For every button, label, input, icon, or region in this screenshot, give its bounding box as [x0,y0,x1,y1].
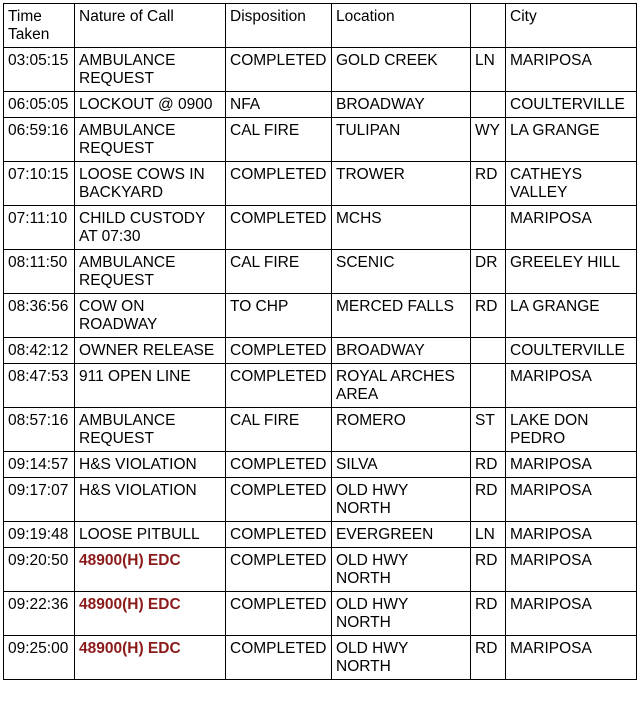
cell-location: BROADWAY [332,338,471,364]
cell-street-suffix: LN [471,48,506,92]
cell-street-suffix [471,364,506,408]
cell-city: MARIPOSA [506,522,637,548]
cell-disposition: CAL FIRE [226,408,332,452]
cell-nature-of-call: AMBULANCE REQUEST [75,250,226,294]
cell-street-suffix: RD [471,294,506,338]
cell-nature-of-call: LOCKOUT @ 0900 [75,92,226,118]
cell-disposition: COMPLETED [226,478,332,522]
cell-disposition: COMPLETED [226,452,332,478]
cell-location: SCENIC [332,250,471,294]
table-row [4,408,637,452]
cell-time-taken: 06:05:05 [4,92,75,118]
cell-city: MARIPOSA [506,548,637,592]
cell-time-taken: 09:25:00 [4,636,75,680]
cell-time-taken: 06:59:16 [4,118,75,162]
cell-location: BROADWAY [332,92,471,118]
cell-disposition: COMPLETED [226,548,332,592]
cell-nature-of-call: CHILD CUSTODY AT 07:30 [75,206,226,250]
table-row [4,250,637,294]
cell-city: MARIPOSA [506,636,637,680]
header-row [4,4,637,48]
cell-city: LA GRANGE [506,118,637,162]
cell-location: TULIPAN [332,118,471,162]
cell-city: LA GRANGE [506,294,637,338]
cell-street-suffix: LN [471,522,506,548]
cell-disposition: CAL FIRE [226,118,332,162]
cell-location: OLD HWY NORTH [332,478,471,522]
cell-nature-of-call: COW ON ROADWAY [75,294,226,338]
cell-nature-of-call: AMBULANCE REQUEST [75,118,226,162]
cell-city: MARIPOSA [506,592,637,636]
cell-time-taken: 09:17:07 [4,478,75,522]
cell-street-suffix: RD [471,636,506,680]
call-log-table [3,3,637,680]
cell-time-taken: 09:19:48 [4,522,75,548]
cell-location: OLD HWY NORTH [332,548,471,592]
cell-disposition: TO CHP [226,294,332,338]
cell-city: LAKE DON PEDRO [506,408,637,452]
cell-city: CATHEYS VALLEY [506,162,637,206]
cell-city: MARIPOSA [506,206,637,250]
cell-location: MCHS [332,206,471,250]
header-city: City [506,4,637,48]
cell-location: OLD HWY NORTH [332,592,471,636]
cell-time-taken: 07:10:15 [4,162,75,206]
cell-nature-of-call: 48900(H) EDC [75,636,226,680]
cell-time-taken: 08:11:50 [4,250,75,294]
cell-street-suffix: RD [471,592,506,636]
cell-nature-of-call: 911 OPEN LINE [75,364,226,408]
cell-time-taken: 09:22:36 [4,592,75,636]
cell-city: MARIPOSA [506,478,637,522]
cell-city: COULTERVILLE [506,92,637,118]
cell-location: MERCED FALLS [332,294,471,338]
table-row [4,522,637,548]
cell-nature-of-call: 48900(H) EDC [75,548,226,592]
cell-city: COULTERVILLE [506,338,637,364]
cell-disposition: COMPLETED [226,206,332,250]
cell-street-suffix: DR [471,250,506,294]
cell-time-taken: 09:20:50 [4,548,75,592]
table-row [4,364,637,408]
cell-street-suffix: RD [471,548,506,592]
cell-street-suffix [471,206,506,250]
cell-time-taken: 07:11:10 [4,206,75,250]
header-location: Location [332,4,471,48]
cell-time-taken: 08:47:53 [4,364,75,408]
cell-location: TROWER [332,162,471,206]
table-row [4,48,637,92]
cell-street-suffix [471,92,506,118]
cell-location: OLD HWY NORTH [332,636,471,680]
table-row [4,452,637,478]
header-time-taken: Time Taken [4,4,75,48]
table-body [4,48,637,680]
table-row [4,162,637,206]
table-row [4,206,637,250]
cell-nature-of-call: LOOSE PITBULL [75,522,226,548]
cell-time-taken: 09:14:57 [4,452,75,478]
table-row [4,478,637,522]
cell-time-taken: 08:36:56 [4,294,75,338]
cell-street-suffix: RD [471,162,506,206]
cell-nature-of-call: AMBULANCE REQUEST [75,408,226,452]
cell-disposition: CAL FIRE [226,250,332,294]
cell-disposition: COMPLETED [226,636,332,680]
cell-nature-of-call: OWNER RELEASE [75,338,226,364]
cell-time-taken: 03:05:15 [4,48,75,92]
header-disposition: Disposition [226,4,332,48]
cell-location: ROYAL ARCHES AREA [332,364,471,408]
cell-street-suffix: ST [471,408,506,452]
table-row [4,592,637,636]
cell-time-taken: 08:57:16 [4,408,75,452]
cell-location: ROMERO [332,408,471,452]
table-row [4,92,637,118]
cell-street-suffix [471,338,506,364]
cell-nature-of-call: H&S VIOLATION [75,478,226,522]
cell-street-suffix: RD [471,452,506,478]
table-row [4,338,637,364]
cell-disposition: COMPLETED [226,338,332,364]
cell-city: MARIPOSA [506,452,637,478]
table-row [4,294,637,338]
cell-time-taken: 08:42:12 [4,338,75,364]
cell-disposition: NFA [226,92,332,118]
cell-street-suffix: WY [471,118,506,162]
cell-street-suffix: RD [471,478,506,522]
cell-disposition: COMPLETED [226,48,332,92]
cell-disposition: COMPLETED [226,522,332,548]
cell-location: SILVA [332,452,471,478]
cell-disposition: COMPLETED [226,162,332,206]
table-row [4,636,637,680]
cell-disposition: COMPLETED [226,364,332,408]
cell-nature-of-call: LOOSE COWS IN BACKYARD [75,162,226,206]
cell-nature-of-call: H&S VIOLATION [75,452,226,478]
table-row [4,548,637,592]
cell-location: GOLD CREEK [332,48,471,92]
cell-nature-of-call: AMBULANCE REQUEST [75,48,226,92]
header-street-suffix [471,4,506,48]
cell-city: MARIPOSA [506,364,637,408]
table-header [4,4,637,48]
table-row [4,118,637,162]
cell-nature-of-call: 48900(H) EDC [75,592,226,636]
cell-city: MARIPOSA [506,48,637,92]
cell-city: GREELEY HILL [506,250,637,294]
cell-location: EVERGREEN [332,522,471,548]
header-nature-of-call: Nature of Call [75,4,226,48]
cell-disposition: COMPLETED [226,592,332,636]
